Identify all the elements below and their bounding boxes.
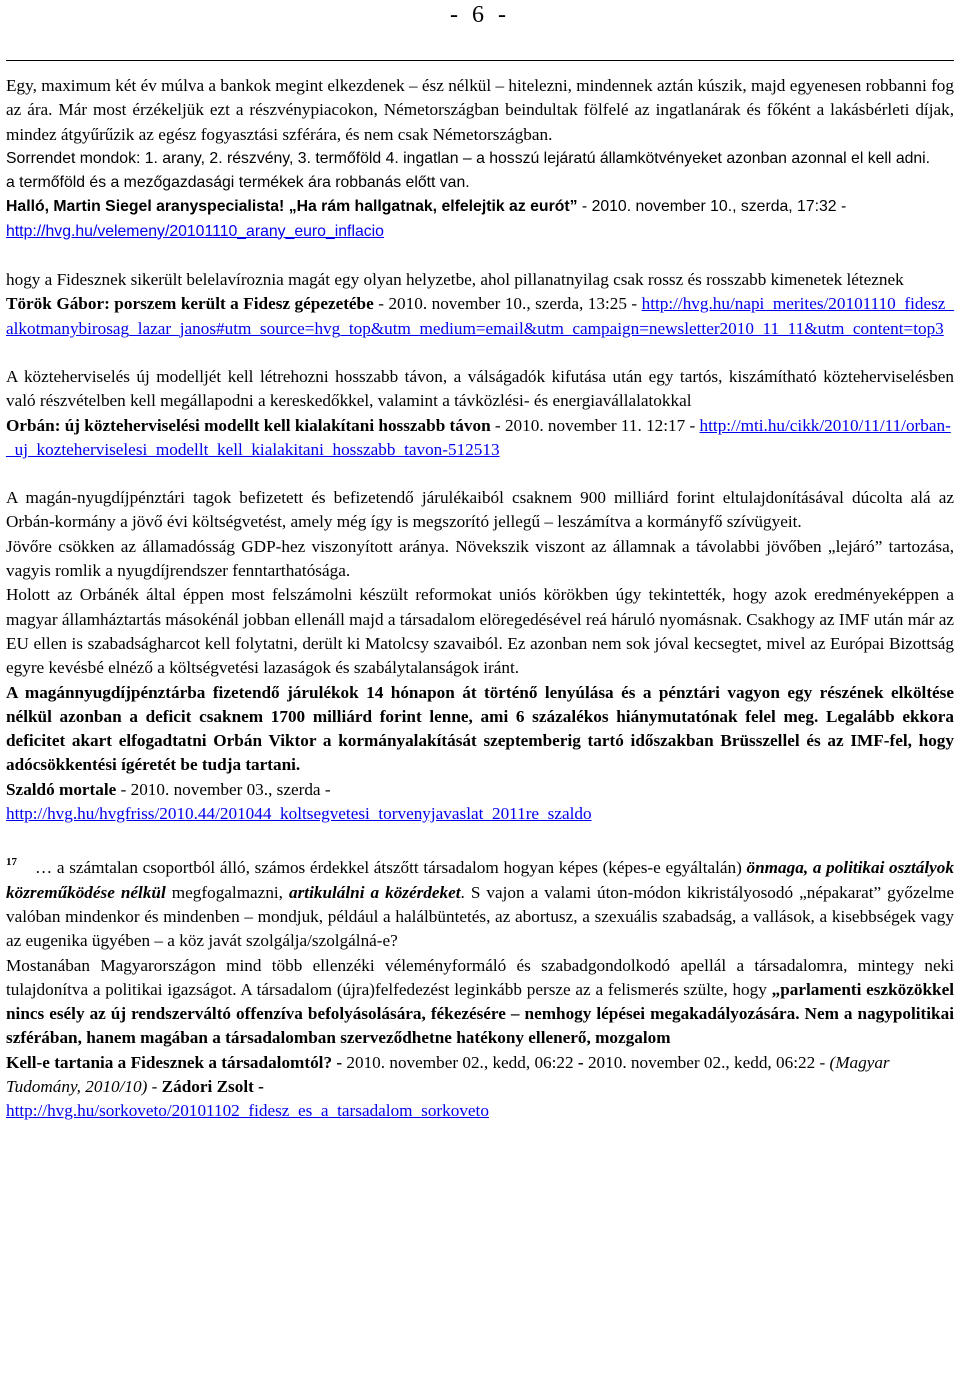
article-link[interactable]: http://hvg.hu/velemeny/20101110_arany_euro_inflacio bbox=[6, 222, 384, 240]
article-link[interactable]: http://hvg.hu/sorkoveto/20101102_fidesz_es_a_tarsadalom_sorkoveto bbox=[6, 1101, 489, 1121]
paragraph-state-debt: Jövőre csökken az államadósság GDP-hez viszonyított aránya. Növekszik viszont az államnak a távolabbi jövőben „lejáró” tartozása, vagyis romlik a nyugdíjrendszer fenntarthatósága. bbox=[6, 536, 954, 581]
header-divider bbox=[6, 60, 954, 61]
article-link[interactable]: http://mti.hu/cikk/2010/11/11/orban-_uj_kozteherviselesi_modellt_kell_kialakitani_hosszabb_tavon-512513 bbox=[6, 415, 951, 459]
footnote-marker: 17 bbox=[6, 856, 17, 869]
article-title: Török Gábor: porszem került a Fidesz gépezetébe bbox=[6, 294, 374, 314]
article-date: - 2010. november 10., szerda, 13:25 - bbox=[373, 294, 642, 314]
author-name: Zádori Zsolt - bbox=[161, 1076, 264, 1096]
article-date: - 2010. november 11. 12:17 - bbox=[490, 415, 700, 435]
paragraph-pension-funds: A magán-nyugdíjpénztári tagok befizetett és befizetendő járulékaiból csaknem 900 milliárd forint eltulajdonításával dúcolta alá az Orbán-kormány a jövő évi költségvetést, amely még így is megszorító jellegű – leszámítva a kormányfő szívügyeit. bbox=[6, 488, 954, 532]
paragraph-society: $^{17}$ … a számtalan csoportból álló, számos érdekkel átszőtt társadalom hogyan képes (képes-e egyáltalán) önmaga, a politikai osztályok közreműködése nélkül megfogalmazni, artikulálni a közérdeket. S vajon a valami úton-módon kikristályosodó „népakarat” győzelme valóban mindenkor és mindenben – mondjuk, például a halálbüntetés, az abortusz, a szexuális szabadság, a vallások, a kisebbségek vagy az eugenika ügyében – a köz javát szolgálja/szolgálná-e? bbox=[6, 856, 954, 951]
article-title: Kell-e tartania a Fidesznek a társadalomtól? - bbox=[6, 1052, 343, 1072]
article-title: Szaldó mortale bbox=[6, 779, 117, 799]
article-date: - 2010. november 03., szerda - bbox=[116, 779, 331, 799]
citation-szaldo bbox=[6, 778, 954, 827]
paragraph-burden-sharing: A közteherviselés új modelljét kell létrehozni hosszabb távon, a válságadók kifutása után egy tartós, kiszámítható közteherviselésben való részvételben kell megállapodni a kereskedőkkel, valamint a távközlési- és energiavállalatokkal bbox=[6, 366, 954, 411]
paragraph-fidesz-situation: hogy a Fidesznek sikerült belelavíroznia magát egy olyan helyzetbe, ahol pillanatnyilag csak rossz és rosszabb kimenetek léteznek bbox=[6, 270, 904, 290]
source-reference: (Magyar Tudomány, 2010/10) bbox=[6, 1052, 890, 1096]
paragraph-banks: Egy, maximum két év múlva a bankok megint elkezdenek – ész nélkül – hitelezni, mindennek aztán kúszik, majd egyenesen robbanni fog az ára. Már most érzékeljük ezt a részvénypiacokon, Németországban beindultak fölfelé az ingatlanárak és főként a lakásbérleti díjak, mindez átgyűrűzik az egész fogyasztási szférára, és nem csak Németországban. bbox=[6, 76, 954, 144]
paragraph-farmland: a termőföld és a mezőgazdasági termékek ára robbanás előtt van. bbox=[6, 174, 470, 192]
article-date: - 2010. november 10., szerda, 17:32 - bbox=[577, 198, 847, 216]
citation-torok bbox=[6, 292, 954, 341]
paragraph-deficit: A magánnyugdíjpénztárba fizetendő járulékok 14 hónapon át történő lenyúlása és a pénztári vagyon egy részének elköltése nélkül azonban a deficit csaknem 1700 milliárd forint lenne, ami 6 százalékos hiánymutatónak felel meg. Legalább ekkora deficitet akart elfogadtatni Orbán Viktor a kormányalakítását szeptemberig tartó időszakban Brüsszellel és az IMF-fel, hogy adócsökkentési ígéretét be tudja tartani. bbox=[6, 682, 954, 775]
article-title: Halló, Martin Siegel aranyspecialista! „Ha rám hallgatnak, elfelejtik az eurót” bbox=[6, 198, 578, 216]
citation-zadori: Kell-e tartania a Fidesznek a társadalomtól? - 2010. november 02., kedd, 06:22 - 2010. november 02., kedd, 06:22 - (Magyar Tudomány, 2010/10) - Zádori Zsolt - http://hvg.hu/sorkoveto/20101102_fidesz_es_a_tarsadalom_sorkoveto bbox=[6, 1052, 890, 1121]
article-link[interactable]: http://hvg.hu/hvgfriss/2010.44/201044_koltsegvetesi_torvenyjavaslat_2011re_szaldo bbox=[6, 804, 592, 824]
citation-orban bbox=[6, 414, 954, 463]
citation-siegel bbox=[6, 195, 954, 244]
article-title: Orbán: új közteherviselési modellt kell kialakítani hosszabb távon bbox=[6, 415, 491, 435]
paragraph-opposition: Mostanában Magyarországon mind több ellenzéki véleményformáló és szabadgondolkodó apellál a társadalomra, mintegy neki tulajdonítva a politikai igazságot. A társadalom (újra)felfedezést leginkább persze az a felismerés szülte, hogy „parlamenti eszközökkel nincs esély az új rendszerváltó offenzíva befolyásolására, fékezésére – nemhogy lépései megakadályozására. Nem a nagypolitikai szférában, hanem magában a társadalomban szerveződhetne hatékony ellenerő, mozgalom bbox=[6, 955, 954, 1048]
paragraph-reforms: Holott az Orbánék által éppen most felszámolni készült reformokat uniós körökben úgy tekintették, hogy azok eredményeképpen a magyar államháztartás másokénál jobban ellenáll majd a társadalom elöregedésével reá háruló nyomásnak. Csakhogy az IMF után már az EU ellen is szabadságharcot kell folytatni, derült ki Matolcsy szavaiból. Ez azonban nem sok jóval kecsegtet, mivel az Európai Bizottság egyre kevésbé elnéző a költségvetési lazaságok és szabálytalanságok iránt. bbox=[6, 585, 954, 678]
page-content bbox=[6, 74, 954, 1124]
paragraph-ranking: Sorrendet mondok: 1. arany, 2. részvény, 3. termőföld 4. ingatlan – a hosszú lejáratú államkötvényeket azonban azonnal el kell adni. bbox=[6, 149, 931, 167]
page-number: - 6 - bbox=[450, 2, 510, 28]
article-link[interactable]: http://hvg.hu/napi_merites/20101110_fidesz_alkotmanybirosag_lazar_janos#utm_source=hvg_top&utm_medium=email&utm_campaign=newsletter2010_11_11&utm_content=top3 bbox=[6, 294, 954, 338]
